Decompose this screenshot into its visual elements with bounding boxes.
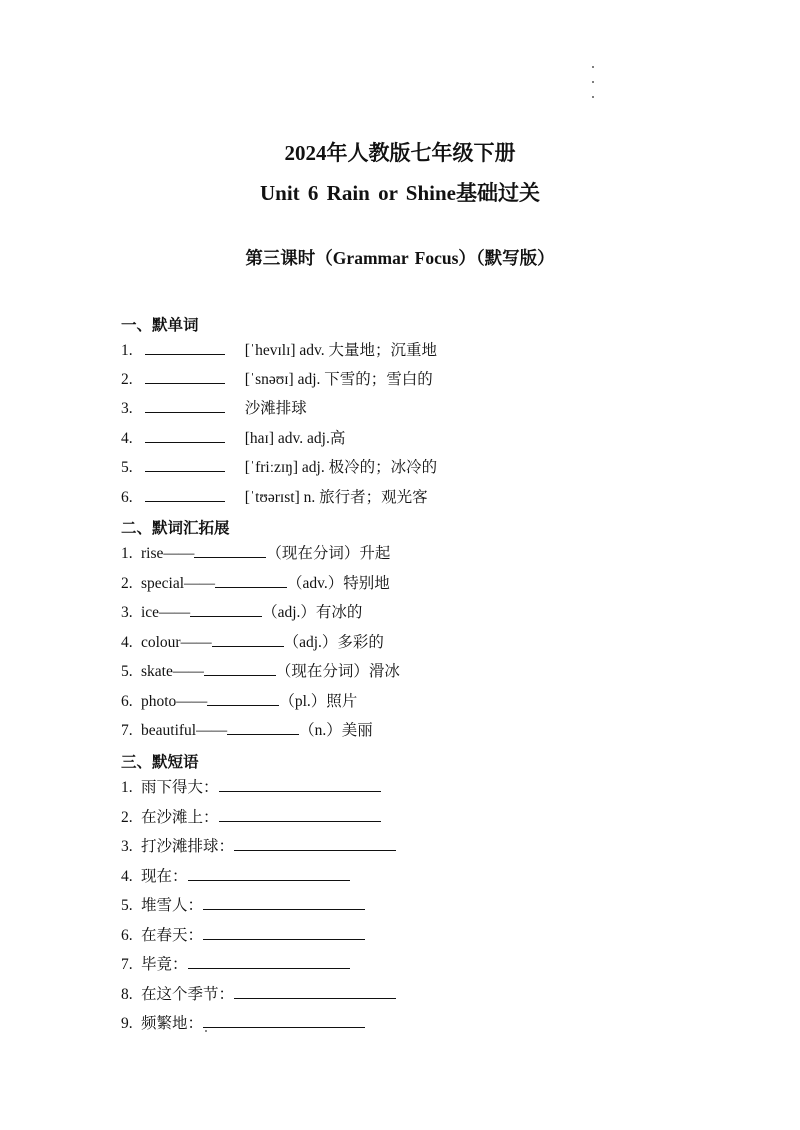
phrase-item — [121, 836, 396, 857]
item-number: 7. — [121, 956, 133, 973]
phrase-item — [121, 1013, 365, 1034]
answer-blank[interactable] — [234, 984, 396, 999]
phrase-item — [121, 984, 396, 1005]
answer-blank[interactable] — [188, 954, 350, 969]
answer-blank[interactable] — [204, 661, 276, 676]
answer-blank[interactable] — [145, 369, 225, 384]
answer-blank[interactable] — [215, 573, 287, 588]
answer-blank[interactable] — [145, 398, 225, 413]
section-heading-vocab-expansion: 二、默词汇拓展 — [121, 520, 230, 537]
word-clue: 沙滩排球 — [244, 400, 307, 417]
word-hint: （现在分词）滑冰 — [275, 663, 400, 680]
phrase-item — [121, 866, 350, 887]
answer-blank[interactable] — [190, 602, 262, 617]
unit-title: Unit 6 Rain or Shine基础过关 — [260, 181, 540, 205]
answer-blank[interactable] — [145, 428, 225, 443]
item-number: 2. — [121, 371, 133, 388]
document-title: 2024年人教版七年级下册 — [284, 141, 516, 165]
phrase-prompt: 在春天： — [141, 927, 204, 944]
phrase-prompt: 毕竟： — [141, 956, 188, 973]
word-clue: [ˈtʊərɪst] n. 旅行者；观光客 — [244, 489, 428, 506]
item-number: 3. — [121, 838, 133, 855]
item-number: 5. — [121, 897, 133, 914]
footer-mark — [205, 1030, 207, 1032]
answer-blank[interactable] — [219, 807, 381, 822]
word-clue: [ˈhevɪlɪ] adv. 大量地；沉重地 — [244, 342, 438, 359]
phrase-prompt: 雨下得大： — [141, 779, 219, 796]
vocab-item — [121, 691, 357, 712]
word-hint: （现在分词）升起 — [266, 545, 391, 562]
word-clue: [ˈsnəʊɪ] adj. 下雪的；雪白的 — [244, 371, 433, 388]
answer-blank[interactable] — [234, 836, 396, 851]
answer-blank[interactable] — [145, 340, 225, 355]
phrase-item — [121, 777, 381, 798]
base-word: ice—— — [141, 604, 191, 621]
base-word: rise—— — [141, 545, 195, 562]
item-number: 6. — [121, 489, 133, 506]
phrase-prompt: 频繁地： — [141, 1015, 204, 1032]
phrase-prompt: 在这个季节： — [141, 986, 235, 1003]
item-number: 1. — [121, 545, 133, 562]
answer-blank[interactable] — [188, 866, 350, 881]
item-number: 3. — [121, 400, 133, 417]
corner-dots — [591, 64, 597, 104]
word-clue: [haɪ] adv. adj.高 — [244, 430, 346, 447]
base-word: colour—— — [141, 634, 212, 651]
word-hint: （adj.）有冰的 — [262, 604, 363, 621]
answer-blank[interactable] — [203, 925, 365, 940]
item-number: 6. — [121, 927, 133, 944]
vocab-item — [121, 543, 390, 564]
vocab-item — [121, 632, 384, 653]
item-number: 4. — [121, 430, 133, 447]
item-number: 8. — [121, 986, 133, 1003]
answer-blank[interactable] — [219, 777, 381, 792]
vocab-item — [121, 573, 390, 594]
phrase-prompt: 堆雪人： — [141, 897, 204, 914]
word-item — [121, 428, 345, 449]
vocab-item — [121, 602, 362, 623]
answer-blank[interactable] — [194, 543, 266, 558]
base-word: photo—— — [141, 693, 208, 710]
vocab-item — [121, 661, 400, 682]
answer-blank[interactable] — [203, 1013, 365, 1028]
word-clue: [ˈfriːzɪŋ] adj. 极冷的；冰冷的 — [244, 459, 438, 476]
word-hint: （adj.）多彩的 — [283, 634, 384, 651]
item-number: 5. — [121, 663, 133, 680]
word-item — [121, 398, 307, 419]
vocab-item — [121, 720, 373, 741]
item-number: 7. — [121, 722, 133, 739]
base-word: beautiful—— — [141, 722, 228, 739]
answer-blank[interactable] — [203, 895, 365, 910]
lesson-subtitle: 第三课时（Grammar Focus）（默写版） — [245, 248, 555, 268]
phrase-item — [121, 807, 381, 828]
item-number: 1. — [121, 342, 133, 359]
answer-blank[interactable] — [145, 487, 225, 502]
word-hint: （pl.）照片 — [279, 693, 358, 710]
phrase-prompt: 打沙滩排球： — [141, 838, 235, 855]
word-hint: （adv.）特别地 — [287, 575, 390, 592]
phrase-prompt: 在沙滩上： — [141, 809, 219, 826]
item-number: 6. — [121, 693, 133, 710]
item-number: 9. — [121, 1015, 133, 1032]
word-item — [121, 340, 437, 361]
word-item — [121, 369, 433, 390]
item-number: 3. — [121, 604, 133, 621]
phrase-item — [121, 954, 350, 975]
section-heading-words: 一、默单词 — [121, 317, 199, 334]
word-item — [121, 457, 437, 478]
base-word: special—— — [141, 575, 216, 592]
base-word: skate—— — [141, 663, 204, 680]
answer-blank[interactable] — [145, 457, 225, 472]
phrase-item — [121, 895, 365, 916]
item-number: 2. — [121, 809, 133, 826]
word-hint: （n.）美丽 — [299, 722, 373, 739]
item-number: 4. — [121, 868, 133, 885]
phrase-item — [121, 925, 365, 946]
word-item — [121, 487, 428, 508]
item-number: 4. — [121, 634, 133, 651]
section-heading-phrases: 三、默短语 — [121, 754, 199, 771]
item-number: 5. — [121, 459, 133, 476]
answer-blank[interactable] — [207, 691, 279, 706]
item-number: 2. — [121, 575, 133, 592]
phrase-prompt: 现在： — [141, 868, 188, 885]
item-number: 1. — [121, 779, 133, 796]
answer-blank[interactable] — [212, 632, 284, 647]
answer-blank[interactable] — [227, 720, 299, 735]
